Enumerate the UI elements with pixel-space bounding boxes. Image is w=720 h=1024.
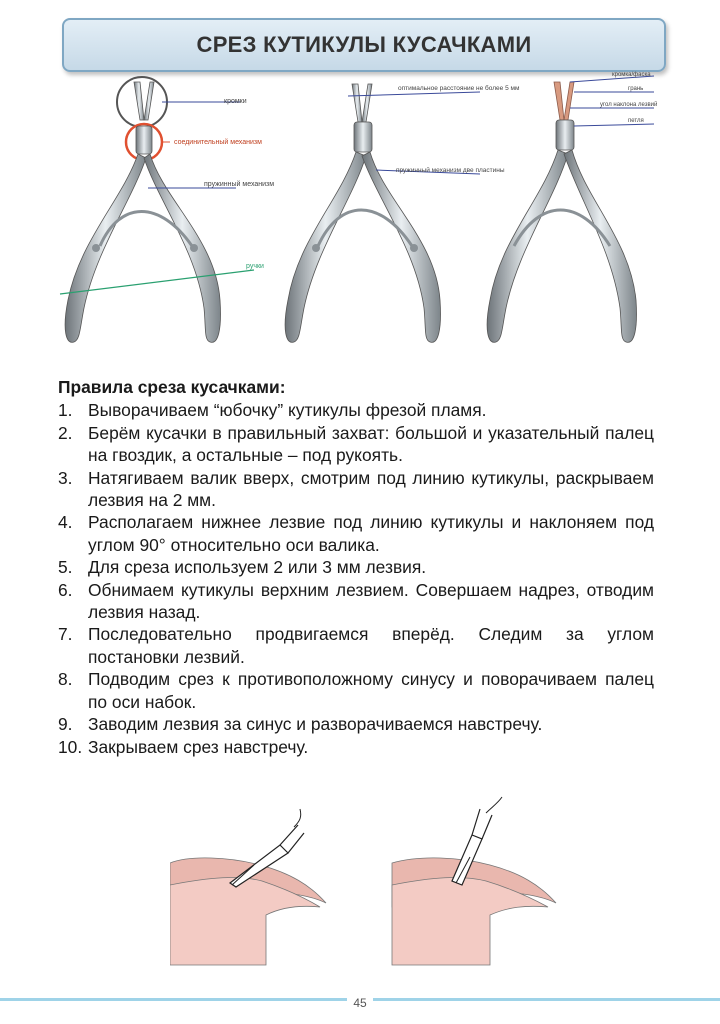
rule-item — [58, 623, 654, 668]
rule-item — [58, 713, 654, 735]
rule-text: Заводим лезвия за синус и разворачиваемся навстречу. — [88, 714, 543, 735]
label-joint: соединительный механизм — [174, 139, 262, 146]
rule-item — [58, 511, 654, 556]
rule-text: Подводим срез к противоположному синусу и поворачиваем палец по оси набок. — [88, 669, 654, 712]
page-title: СРЕЗ КУТИКУЛЫ КУСАЧКАМИ — [196, 32, 532, 57]
rule-item — [58, 422, 654, 467]
rule-item — [58, 556, 654, 578]
rule-number: 1. — [58, 400, 73, 421]
rule-number: 4. — [58, 512, 73, 533]
rule-item — [58, 668, 654, 713]
label-handles: ручки — [246, 263, 264, 270]
nail-illustration-left — [170, 809, 326, 965]
rule-number: 7. — [58, 624, 73, 645]
rule-item — [58, 736, 654, 758]
rule-number: 6. — [58, 579, 73, 600]
rule-item — [58, 399, 654, 421]
rule-number: 9. — [58, 714, 73, 735]
label-hinge: петля — [628, 118, 644, 124]
rule-text: Выворачиваем “юбочку” кутикулы фрезой пламя. — [88, 400, 487, 421]
rule-text: Для среза используем 2 или 3 мм лезвия. — [88, 557, 427, 578]
rule-text: Натягиваем валик вверх, смотрим под линию кутикулы, раскрываем лезвия на 2 мм. — [88, 467, 654, 511]
nippers-tool-2 — [285, 84, 520, 342]
label-spring-plates: пружинный механизм две пластины — [396, 167, 505, 174]
rule-number: 5. — [58, 557, 73, 578]
rule-number: 3. — [58, 467, 73, 488]
rule-number: 2. — [58, 422, 73, 443]
cutting-rules — [58, 376, 654, 758]
rules-heading: Правила среза кусачками: — [58, 377, 286, 397]
nippers-tool-3 — [487, 72, 657, 342]
rule-text: Закрываем срез навстречу. — [88, 736, 309, 757]
cuticle-cutting-illustration — [170, 795, 590, 970]
rule-item — [58, 467, 654, 512]
rules-list — [58, 399, 654, 758]
label-face: грань — [628, 86, 644, 92]
label-edge: кромка/фаска — [612, 72, 651, 78]
rule-item — [58, 579, 654, 624]
nail-illustration-right — [392, 797, 556, 965]
rule-number: 10. — [58, 736, 83, 757]
nippers-diagram — [40, 70, 680, 360]
label-spring: пружинный механизм — [204, 181, 275, 188]
rule-text: Обнимаем кутикулы верхним лезвием. Совершаем надрез, отводим лезвия назад. — [88, 579, 654, 623]
rule-number: 8. — [58, 669, 73, 690]
label-tips: кромки — [224, 98, 247, 105]
nippers-tool-1 — [60, 77, 274, 342]
page-title-banner — [62, 18, 666, 72]
label-blade-angle: угол наклона лезвий — [600, 102, 658, 108]
rule-text: Последовательно продвигаемся вперёд. Следим за углом постановки лезвий. — [88, 624, 654, 667]
rule-text: Располагаем нижнее лезвие под линию кутикулы и наклоняем под углом 90° относительно оси валика. — [88, 512, 654, 555]
label-distance: оптимальное расстояние не более 5 мм — [398, 85, 520, 92]
page-number: 45 — [347, 996, 372, 1010]
rule-text: Берём кусачки в правильный захват: большой и указательный палец на гвоздик, а остальные – под рукоять. — [88, 422, 654, 466]
